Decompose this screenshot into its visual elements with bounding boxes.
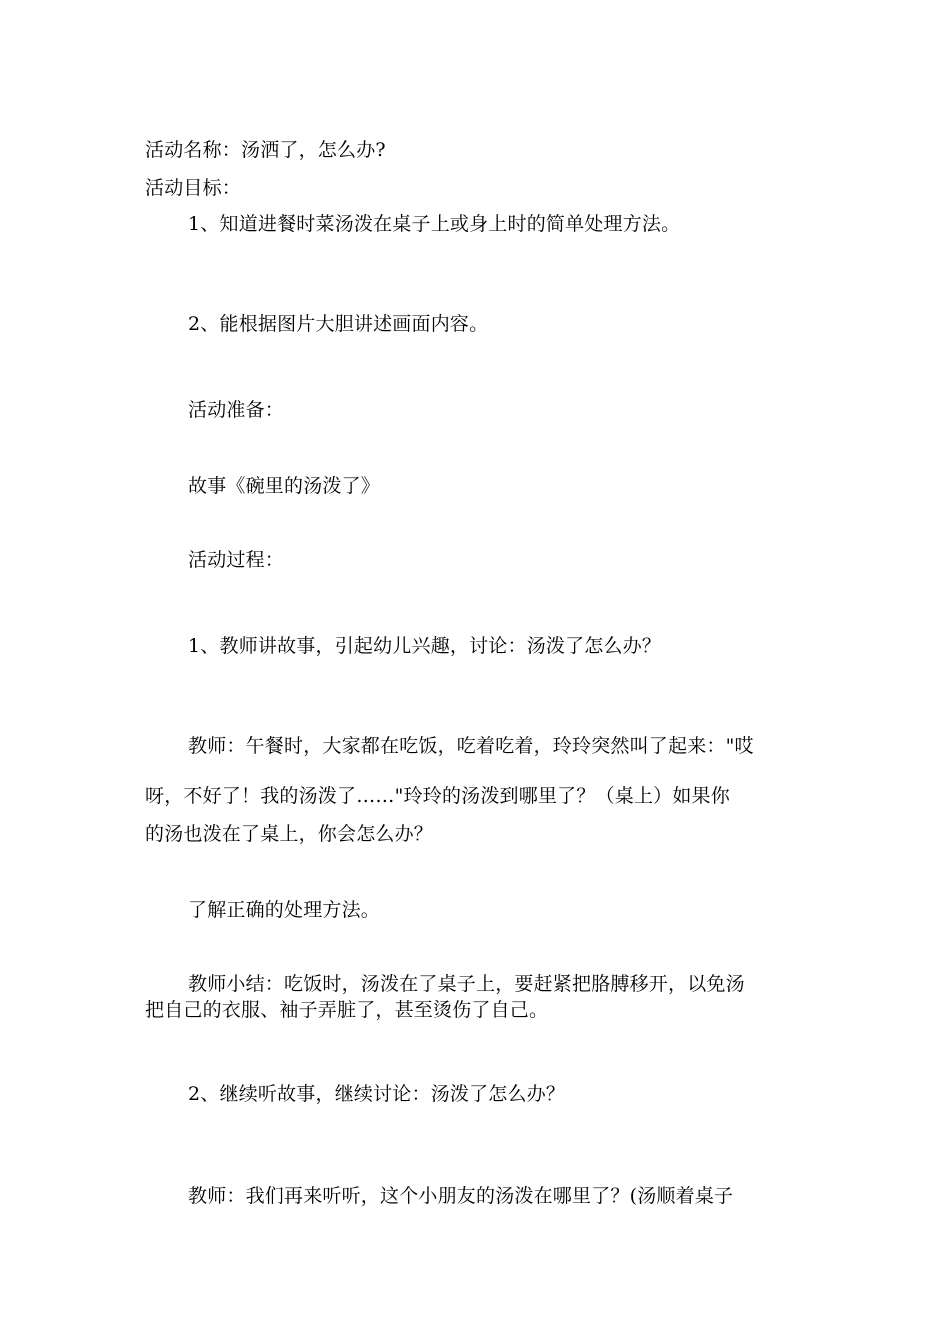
paragraph-1-line-3: 的汤也泼在了桌上，你会怎么办？ bbox=[145, 823, 434, 845]
paragraph-1-line-2: 呀，不好了！我的汤泼了……"玲玲的汤泼到哪里了？（桌上）如果你 bbox=[145, 785, 730, 807]
process-step-1: 1、教师讲故事，引起幼儿兴趣，讨论：汤泼了怎么办？ bbox=[188, 635, 662, 657]
prep-item: 故事《碗里的汤泼了》 bbox=[188, 475, 381, 497]
process-step-2: 2、继续听故事，继续讨论：汤泼了怎么办？ bbox=[188, 1083, 566, 1105]
process-heading: 活动过程： bbox=[188, 549, 285, 571]
paragraph-3-line-2: 把自己的衣服、袖子弄脏了，甚至烫伤了自己。 bbox=[145, 999, 549, 1021]
paragraph-1-line-1: 教师：午餐时，大家都在吃饭，吃着吃着，玲玲突然叫了起来："哎 bbox=[188, 735, 754, 757]
prep-heading: 活动准备： bbox=[188, 399, 285, 421]
activity-title: 活动名称：汤洒了，怎么办? bbox=[145, 139, 386, 161]
goal-item-2: 2、能根据图片大胆讲述画面内容。 bbox=[188, 313, 489, 335]
goal-heading: 活动目标： bbox=[145, 177, 242, 199]
goal-item-1: 1、知道进餐时菜汤泼在桌子上或身上时的简单处理方法。 bbox=[188, 213, 681, 235]
paragraph-3-line-1: 教师小结：吃饭时，汤泼在了桌子上，要赶紧把胳膊移开，以免汤 bbox=[188, 973, 745, 995]
paragraph-4-line-1: 教师：我们再来听听，这个小朋友的汤泼在哪里了？(汤顺着桌子 bbox=[188, 1185, 734, 1207]
paragraph-2: 了解正确的处理方法。 bbox=[188, 899, 381, 921]
